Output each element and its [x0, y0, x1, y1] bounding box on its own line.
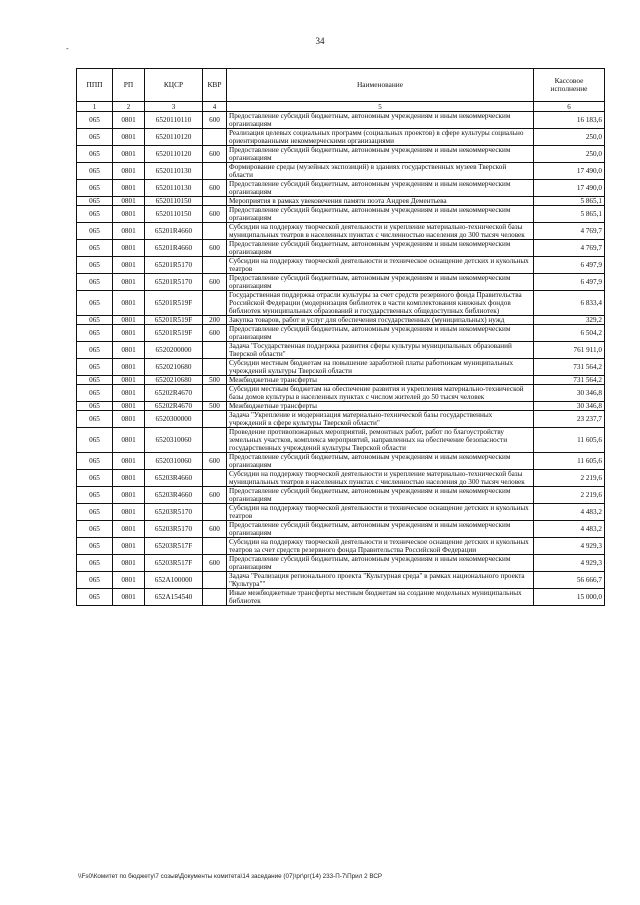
cell-rp: 0801	[113, 146, 145, 163]
cell-ppp: 065	[77, 555, 113, 572]
cell-name: Субсидии местным бюджетам на повышение заработной платы работникам муниципальных учреждений культуры Тверской области	[227, 359, 534, 376]
cell-name: Закупка товаров, работ и услуг для обеспечения государственных (муниципальных) нужд	[227, 316, 534, 325]
cell-name: Задача "Укрепление и модернизация материально-технической базы государственных учреждений в сфере культуры Тверской области"	[227, 411, 534, 428]
footer-file-path: \\Fs0\Комитет по бюджету\7 созыв\Документы комитета\14 заседание (07)\рг\рг(14) 233-П-7\Прил 2 ВСР	[78, 873, 383, 880]
table-row	[77, 257, 605, 274]
cell-rp: 0801	[113, 180, 145, 197]
cell-amount: 329,2	[534, 316, 605, 325]
cell-kcsr: 652A154540	[145, 589, 203, 606]
cell-kcsr: 6520210680	[145, 359, 203, 376]
column-number: 5	[227, 102, 534, 112]
cell-kvr	[203, 163, 227, 180]
cell-ppp: 065	[77, 359, 113, 376]
cell-kcsr: 65203R5170	[145, 504, 203, 521]
cell-rp: 0801	[113, 291, 145, 316]
column-number: 4	[203, 102, 227, 112]
cell-rp: 0801	[113, 411, 145, 428]
cell-kcsr: 65203R4660	[145, 470, 203, 487]
budget-table	[76, 68, 605, 606]
cell-amount: 4 483,2	[534, 504, 605, 521]
cell-amount: 4 769,7	[534, 223, 605, 240]
cell-kcsr: 6520310060	[145, 428, 203, 453]
cell-amount: 4 483,2	[534, 521, 605, 538]
cell-rp: 0801	[113, 385, 145, 402]
cell-kvr	[203, 538, 227, 555]
cell-kvr: 600	[203, 274, 227, 291]
cell-kcsr: 6520300000	[145, 411, 203, 428]
cell-rp: 0801	[113, 316, 145, 325]
table-row	[77, 240, 605, 257]
cell-kvr: 600	[203, 325, 227, 342]
cell-kvr	[203, 385, 227, 402]
cell-amount: 6 497,9	[534, 274, 605, 291]
cell-amount: 250,0	[534, 146, 605, 163]
cell-ppp: 065	[77, 112, 113, 129]
cell-ppp: 065	[77, 487, 113, 504]
cell-amount: 6 833,4	[534, 291, 605, 316]
table-row	[77, 342, 605, 359]
table-row	[77, 129, 605, 146]
cell-kvr: 600	[203, 206, 227, 223]
table-row	[77, 206, 605, 223]
cell-name: Реализация целевых социальных программ (социальных проектов) в сфере культуры социально ориентированными некоммерческими организациями	[227, 129, 534, 146]
table-row	[77, 291, 605, 316]
cell-rp: 0801	[113, 325, 145, 342]
cell-name: Задача "Государственная поддержка развития сферы культуры муниципальных образований Тверской области"	[227, 342, 534, 359]
cell-rp: 0801	[113, 223, 145, 240]
cell-kcsr: 65201R4660	[145, 223, 203, 240]
cell-rp: 0801	[113, 470, 145, 487]
cell-ppp: 065	[77, 589, 113, 606]
cell-rp: 0801	[113, 129, 145, 146]
table-row	[77, 316, 605, 325]
cell-rp: 0801	[113, 112, 145, 129]
cell-kvr	[203, 572, 227, 589]
cell-kvr: 600	[203, 240, 227, 257]
cell-ppp: 065	[77, 385, 113, 402]
cell-ppp: 065	[77, 274, 113, 291]
table-row	[77, 487, 605, 504]
cell-amount: 2 219,6	[534, 487, 605, 504]
cell-kvr: 500	[203, 376, 227, 385]
cell-kcsr: 6520110130	[145, 180, 203, 197]
cell-kcsr: 6520210680	[145, 376, 203, 385]
cell-ppp: 065	[77, 146, 113, 163]
cell-amount: 4 929,3	[534, 538, 605, 555]
cell-amount: 4 929,3	[534, 555, 605, 572]
cell-name: Проведение противопожарных мероприятий, ремонтных работ, работ по благоустройству земельных участков, комплекса мероприятий, направленных на обеспечение безопасности государственных учреждений культуры Тверской области	[227, 428, 534, 453]
cell-ppp: 065	[77, 342, 113, 359]
cell-rp: 0801	[113, 572, 145, 589]
cell-ppp: 065	[77, 223, 113, 240]
cell-amount: 731 564,2	[534, 376, 605, 385]
cell-ppp: 065	[77, 453, 113, 470]
cell-kvr	[203, 129, 227, 146]
cell-name: Предоставление субсидий бюджетным, автономным учреждениям и иным некоммерческим организациям	[227, 146, 534, 163]
cell-amount: 6 504,2	[534, 325, 605, 342]
cell-rp: 0801	[113, 453, 145, 470]
margin-mark: -	[66, 44, 69, 53]
table-row	[77, 402, 605, 411]
cell-name: Субсидии на поддержку творческой деятельности и техническое оснащение детских и кукольных театров	[227, 257, 534, 274]
cell-name: Предоставление субсидий бюджетным, автономным учреждениям и иным некоммерческим организациям	[227, 453, 534, 470]
cell-amount: 56 666,7	[534, 572, 605, 589]
cell-rp: 0801	[113, 589, 145, 606]
cell-ppp: 065	[77, 521, 113, 538]
cell-kvr	[203, 504, 227, 521]
cell-ppp: 065	[77, 402, 113, 411]
cell-kcsr: 6520110150	[145, 206, 203, 223]
table-row	[77, 325, 605, 342]
cell-ppp: 065	[77, 470, 113, 487]
cell-kvr: 600	[203, 555, 227, 572]
cell-name: Межбюджетные трансферты	[227, 376, 534, 385]
cell-kcsr: 652A100000	[145, 572, 203, 589]
cell-amount: 761 911,0	[534, 342, 605, 359]
cell-amount: 4 769,7	[534, 240, 605, 257]
cell-kvr: 600	[203, 487, 227, 504]
cell-kcsr: 6520110130	[145, 163, 203, 180]
table-row	[77, 572, 605, 589]
table-row	[77, 376, 605, 385]
cell-kvr: 600	[203, 521, 227, 538]
cell-name: Межбюджетные трансферты	[227, 402, 534, 411]
cell-rp: 0801	[113, 555, 145, 572]
cell-kcsr: 65201R519F	[145, 316, 203, 325]
cell-kcsr: 6520310060	[145, 453, 203, 470]
cell-ppp: 065	[77, 316, 113, 325]
table-row	[77, 538, 605, 555]
cell-kvr: 600	[203, 112, 227, 129]
cell-kvr: 200	[203, 316, 227, 325]
cell-name: Предоставление субсидий бюджетным, автономным учреждениям и иным некоммерческим организациям	[227, 325, 534, 342]
cell-ppp: 065	[77, 538, 113, 555]
cell-name: Предоставление субсидий бюджетным, автономным учреждениям и иным некоммерческим организациям	[227, 555, 534, 572]
cell-kvr	[203, 342, 227, 359]
table-row	[77, 359, 605, 376]
header-row	[77, 69, 605, 102]
table-row	[77, 223, 605, 240]
cell-name: Задача "Реализация регионального проекта "Культурная среда" в рамках национального проекта "Культура""	[227, 572, 534, 589]
cell-kcsr: 65201R4660	[145, 240, 203, 257]
cell-kvr	[203, 589, 227, 606]
cell-ppp: 065	[77, 411, 113, 428]
cell-ppp: 065	[77, 325, 113, 342]
cell-amount: 15 000,0	[534, 589, 605, 606]
cell-name: Предоставление субсидий бюджетным, автономным учреждениям и иным некоммерческим организациям	[227, 180, 534, 197]
cell-amount: 17 490,0	[534, 163, 605, 180]
cell-name: Предоставление субсидий бюджетным, автономным учреждениям и иным некоммерческим организациям	[227, 206, 534, 223]
column-number: 1	[77, 102, 113, 112]
cell-rp: 0801	[113, 538, 145, 555]
column-number: 3	[145, 102, 203, 112]
cell-amount: 731 564,2	[534, 359, 605, 376]
cell-kcsr: 65201R5170	[145, 274, 203, 291]
cell-amount: 250,0	[534, 129, 605, 146]
cell-name: Мероприятия в рамках увековечения памяти поэта Андрея Дементьева	[227, 197, 534, 206]
cell-rp: 0801	[113, 342, 145, 359]
cell-amount: 5 865,1	[534, 197, 605, 206]
cell-name: Предоставление субсидий бюджетным, автономным учреждениям и иным некоммерческим организациям	[227, 240, 534, 257]
cell-kcsr: 65203R5170	[145, 521, 203, 538]
cell-kcsr: 65203R517F	[145, 538, 203, 555]
cell-ppp: 065	[77, 572, 113, 589]
cell-kvr	[203, 223, 227, 240]
cell-kvr	[203, 359, 227, 376]
cell-rp: 0801	[113, 504, 145, 521]
header-rp: РП	[113, 69, 145, 102]
cell-ppp: 065	[77, 376, 113, 385]
cell-rp: 0801	[113, 376, 145, 385]
cell-name: Предоставление субсидий бюджетным, автономным учреждениям и иным некоммерческим организациям	[227, 274, 534, 291]
cell-rp: 0801	[113, 197, 145, 206]
cell-kcsr: 6520200000	[145, 342, 203, 359]
cell-kcsr: 6520110110	[145, 112, 203, 129]
cell-kvr: 600	[203, 146, 227, 163]
table-row	[77, 411, 605, 428]
table-row	[77, 163, 605, 180]
column-number: 6	[534, 102, 605, 112]
cell-ppp: 065	[77, 197, 113, 206]
cell-kcsr: 6520110150	[145, 197, 203, 206]
cell-ppp: 065	[77, 257, 113, 274]
table-row	[77, 521, 605, 538]
column-number: 2	[113, 102, 145, 112]
cell-name: Субсидии на поддержку творческой деятельности и укрепление материально-технической базы муниципальных театров в населенных пунктах с численностью населения до 300 тысяч человек	[227, 223, 534, 240]
cell-ppp: 065	[77, 180, 113, 197]
cell-ppp: 065	[77, 240, 113, 257]
table-row	[77, 146, 605, 163]
header-ppp: ППП	[77, 69, 113, 102]
header-kcsr: КЦСР	[145, 69, 203, 102]
cell-kvr	[203, 257, 227, 274]
table-row	[77, 555, 605, 572]
table-row	[77, 470, 605, 487]
cell-rp: 0801	[113, 521, 145, 538]
table-row	[77, 197, 605, 206]
cell-kvr: 600	[203, 453, 227, 470]
table-row	[77, 453, 605, 470]
cell-kcsr: 65202R4670	[145, 402, 203, 411]
cell-ppp: 065	[77, 129, 113, 146]
cell-kcsr: 65201R519F	[145, 291, 203, 316]
header-kvr: КВР	[203, 69, 227, 102]
cell-kcsr: 65201R5170	[145, 257, 203, 274]
cell-rp: 0801	[113, 402, 145, 411]
cell-name: Субсидии на поддержку творческой деятельности и укрепление материально-технической базы муниципальных театров в населенных пунктах с численностью населения до 300 тысяч человек	[227, 470, 534, 487]
cell-rp: 0801	[113, 428, 145, 453]
table-row	[77, 504, 605, 521]
cell-ppp: 065	[77, 504, 113, 521]
cell-kvr	[203, 291, 227, 316]
cell-name: Субсидии на поддержку творческой деятельности и техническое оснащение детских и кукольных театров	[227, 504, 534, 521]
cell-kvr: 600	[203, 180, 227, 197]
cell-rp: 0801	[113, 240, 145, 257]
cell-rp: 0801	[113, 487, 145, 504]
cell-amount: 11 605,6	[534, 453, 605, 470]
table-row	[77, 385, 605, 402]
cell-kcsr: 6520110120	[145, 129, 203, 146]
cell-amount: 17 490,0	[534, 180, 605, 197]
cell-amount: 30 346,8	[534, 402, 605, 411]
cell-kvr	[203, 197, 227, 206]
cell-ppp: 065	[77, 428, 113, 453]
cell-kcsr: 65201R519F	[145, 325, 203, 342]
cell-kvr: 500	[203, 402, 227, 411]
cell-amount: 23 237,7	[534, 411, 605, 428]
table-body	[77, 112, 605, 606]
cell-name: Государственная поддержка отрасли культуры за счет средств резервного фонда Правительства Российской Федерации (модернизация библиотек в части комплектования книжных фондов библиотек муниципальных образований и государственных общедоступных библиотек)	[227, 291, 534, 316]
cell-kvr	[203, 470, 227, 487]
cell-amount: 30 346,8	[534, 385, 605, 402]
cell-rp: 0801	[113, 274, 145, 291]
table-row	[77, 112, 605, 129]
cell-amount: 2 219,6	[534, 470, 605, 487]
column-number-row	[77, 102, 605, 112]
cell-rp: 0801	[113, 163, 145, 180]
cell-name: Формирование среды (музейных экспозиций) в зданиях государственных музеев Тверской области	[227, 163, 534, 180]
cell-rp: 0801	[113, 257, 145, 274]
cell-kcsr: 6520110120	[145, 146, 203, 163]
cell-name: Субсидии на поддержку творческой деятельности и техническое оснащение детских и кукольных театров за счет средств резервного фонда Правительства Российской Федерации	[227, 538, 534, 555]
cell-kvr	[203, 428, 227, 453]
cell-amount: 5 865,1	[534, 206, 605, 223]
cell-kcsr: 65203R517F	[145, 555, 203, 572]
table-row	[77, 180, 605, 197]
page-number: 34	[315, 36, 325, 46]
cell-ppp: 065	[77, 291, 113, 316]
table-row	[77, 428, 605, 453]
header-name: Наименование	[227, 69, 534, 102]
cell-ppp: 065	[77, 163, 113, 180]
cell-amount: 11 605,6	[534, 428, 605, 453]
cell-name: Субсидии местным бюджетам на обеспечение развития и укрепления материально-технической базы домов культуры в населенных пунктах с числом жителей до 50 тысяч человек	[227, 385, 534, 402]
table-row	[77, 589, 605, 606]
cell-kvr	[203, 411, 227, 428]
cell-rp: 0801	[113, 359, 145, 376]
cell-amount: 16 183,6	[534, 112, 605, 129]
cell-name: Иные межбюджетные трансферты местным бюджетам на создание модельных муниципальных библиотек	[227, 589, 534, 606]
cell-amount: 6 497,9	[534, 257, 605, 274]
table-row	[77, 274, 605, 291]
cell-name: Предоставление субсидий бюджетным, автономным учреждениям и иным некоммерческим организациям	[227, 112, 534, 129]
cell-rp: 0801	[113, 206, 145, 223]
cell-name: Предоставление субсидий бюджетным, автономным учреждениям и иным некоммерческим организациям	[227, 521, 534, 538]
cell-ppp: 065	[77, 206, 113, 223]
header-amount: Кассовое исполнение	[534, 69, 605, 102]
cell-name: Предоставление субсидий бюджетным, автономным учреждениям и иным некоммерческим организациям	[227, 487, 534, 504]
cell-kcsr: 65202R4670	[145, 385, 203, 402]
cell-kcsr: 65203R4660	[145, 487, 203, 504]
